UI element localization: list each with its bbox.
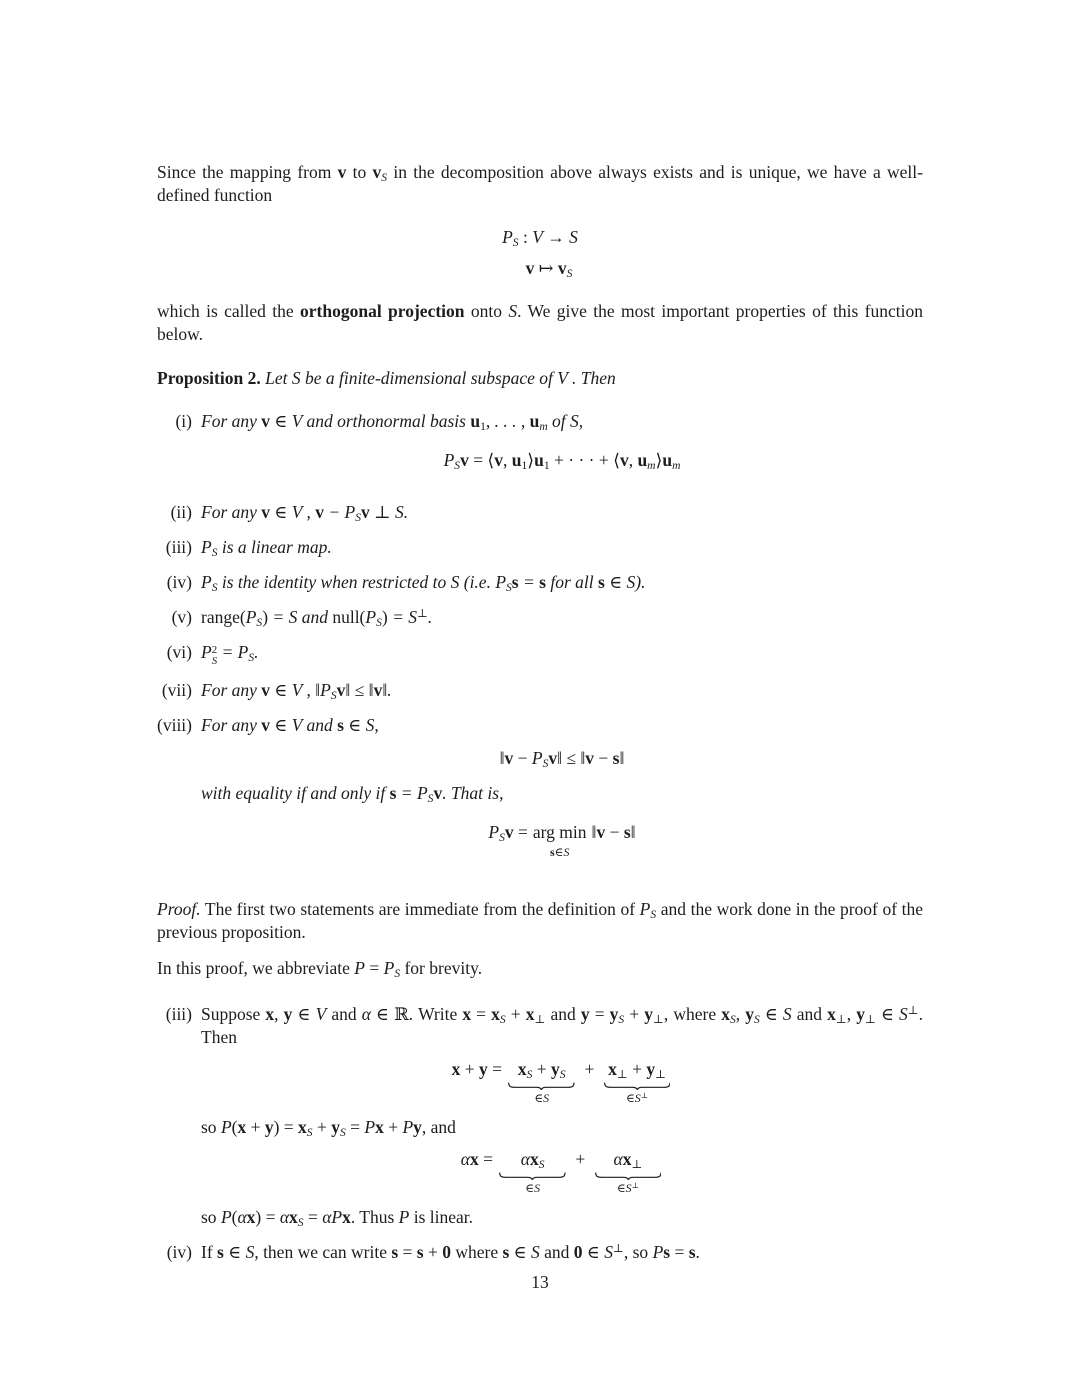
item-text: For any v ∈ V and orthonormal basis $u_1$, . . . , $u_m$ of S, [201, 411, 584, 434]
prop-item-iv [157, 571, 923, 594]
proof-homogeneity-line: so $P(\alpha x) = \alpha x_S = \alpha Px$. Thus P is linear. [201, 1207, 474, 1230]
equation-lhs: x + y = [451, 1059, 503, 1080]
item-label: (iv) [166, 572, 192, 592]
underbrace-label: ∈S [525, 1181, 541, 1196]
underbrace-icon [499, 1172, 566, 1180]
page-number: 13 [531, 1272, 549, 1292]
item-label: (ii) [170, 502, 192, 522]
proof-lead-paragraph: Proof. The first two statements are immediate from the definition of $P_S$ and the work done in the proof of the previous proposition. [157, 899, 924, 943]
equation-argmin [201, 821, 923, 859]
prop-item-ii [157, 501, 923, 524]
argmin-operator [533, 821, 587, 859]
prop-item-v [157, 606, 923, 629]
item-label: (iii) [165, 537, 192, 557]
item-text: P2 $S = P_S$. [201, 642, 259, 667]
item-text: For any v ∈ V and s ∈ S, [201, 715, 379, 736]
proposition-label: Proposition 2. [157, 368, 261, 388]
argmin-subscript: s∈S [550, 845, 570, 860]
intro-paragraph: Since the mapping from v to $v_S$ in the decomposition above always exists and is unique, we have a well-defined function [157, 162, 923, 205]
item-label: (v) [171, 607, 192, 627]
item-text: If s ∈ S, then we can write s = s + 0 where s ∈ S and 0 ∈ S⊥, so Ps = s. [201, 1242, 700, 1263]
item-label: (i) [175, 411, 192, 431]
plus-sign: + [584, 1059, 595, 1080]
proposition-2-heading [157, 367, 923, 390]
item-text: $P_S$ is the identity when restricted to S (i.e. $P_Ss = s$ for all s ∈ S). [201, 572, 646, 595]
prop-item-viii [157, 714, 923, 876]
argmin-lhs: $P_Sv$ = [488, 822, 528, 845]
prop-item-vii [157, 679, 923, 702]
item-text: Suppose x, y ∈ V and α ∈ ℝ. Write $x = x_S + x_\perp$ and $y = y_S + y_\perp$, where $x_S$, $y_S$ ∈ S and $x_\perp$, $y_\perp$ ∈ S⊥. Then [201, 1004, 923, 1048]
item-text: $range(P_S) = S$ and $null(P_S) = S^\perp$. [201, 607, 433, 630]
underbrace-content: $\alpha x_\perp$ [613, 1149, 643, 1172]
item-label: (iv) [166, 1242, 192, 1263]
item-text: For any v ∈ V , $v - P_Sv$ ⊥ S. [201, 502, 409, 525]
proof-item-iii [157, 1003, 923, 1229]
underbrace-label: ∈S⊥ [616, 1181, 639, 1196]
equation-best-approximation: ‖v − $P_Sv‖$ ≤ ‖v − s‖ [499, 748, 625, 771]
prop-item-i [157, 410, 923, 489]
proof-item-iv [157, 1241, 923, 1264]
equation-line-v-mapsto-vs: v ↦ $v_S$ [525, 258, 573, 281]
item-label: (viii) [157, 715, 192, 736]
orthogonal-projection-paragraph: which is called the orthogonal projection onto S. We give the most important properties of this function below. [157, 301, 923, 344]
underbrace-content: $x_S + y_S$ [517, 1059, 566, 1082]
prop-item-iii [157, 536, 923, 559]
underbrace-group-in-s [508, 1058, 575, 1105]
document-page [157, 0, 923, 1397]
underbrace-content: $\alpha x_S$ [520, 1149, 545, 1172]
underbrace-content: $x_\perp + y_\perp$ [608, 1059, 666, 1082]
proposition-statement: Let S be a finite-dimensional subspace of V . Then [265, 368, 616, 388]
equation-line-ps-v-to-s: $P_S$ : V → S [502, 227, 578, 250]
underbrace-icon [595, 1172, 662, 1180]
equation-projection-formula: $P_Sv$ = ⟨v, $u_1⟩u_1$ + · · · + ⟨v, $u_m⟩u_m$ [443, 450, 681, 473]
equation-lhs: αx = [460, 1149, 493, 1170]
underbrace-label: ∈S [534, 1091, 550, 1106]
underbrace-group-in-s [499, 1148, 566, 1195]
prop-item-vi [157, 641, 923, 667]
equation-projection-definition [157, 222, 923, 284]
item-label: (vii) [161, 680, 192, 701]
argmin-rhs: ‖v − s‖ [591, 822, 636, 843]
item-text: For any v ∈ V , $‖P_Sv‖$ ≤ ‖v‖. [201, 680, 392, 703]
underbrace-icon [508, 1082, 575, 1090]
item-label: (iii) [165, 1004, 192, 1025]
equation-x-plus-y-decomposition [201, 1058, 923, 1105]
item-text-equality-condition: with equality if and only if $s = P_Sv$. That is, [201, 783, 504, 806]
plus-sign: + [575, 1149, 586, 1170]
item-label: (vi) [166, 642, 192, 662]
argmin-top: arg min [532, 822, 587, 843]
proof-item-list [157, 1003, 923, 1264]
underbrace-group-in-s-perp [604, 1058, 671, 1105]
proof-additivity-line: so $P(x + y) = x_S + y_S = Px + Py$, and [201, 1117, 456, 1140]
underbrace-label: ∈S⊥ [625, 1091, 649, 1106]
equation-alpha-x-decomposition [201, 1148, 923, 1195]
underbrace-group-in-s-perp [595, 1148, 662, 1195]
underbrace-icon [604, 1082, 671, 1090]
proof-abbreviation-paragraph: In this proof, we abbreviate $P = P_S$ for brevity. [157, 958, 483, 981]
proposition-item-list [157, 410, 923, 876]
item-text: $P_S$ is a linear map. [201, 537, 332, 560]
